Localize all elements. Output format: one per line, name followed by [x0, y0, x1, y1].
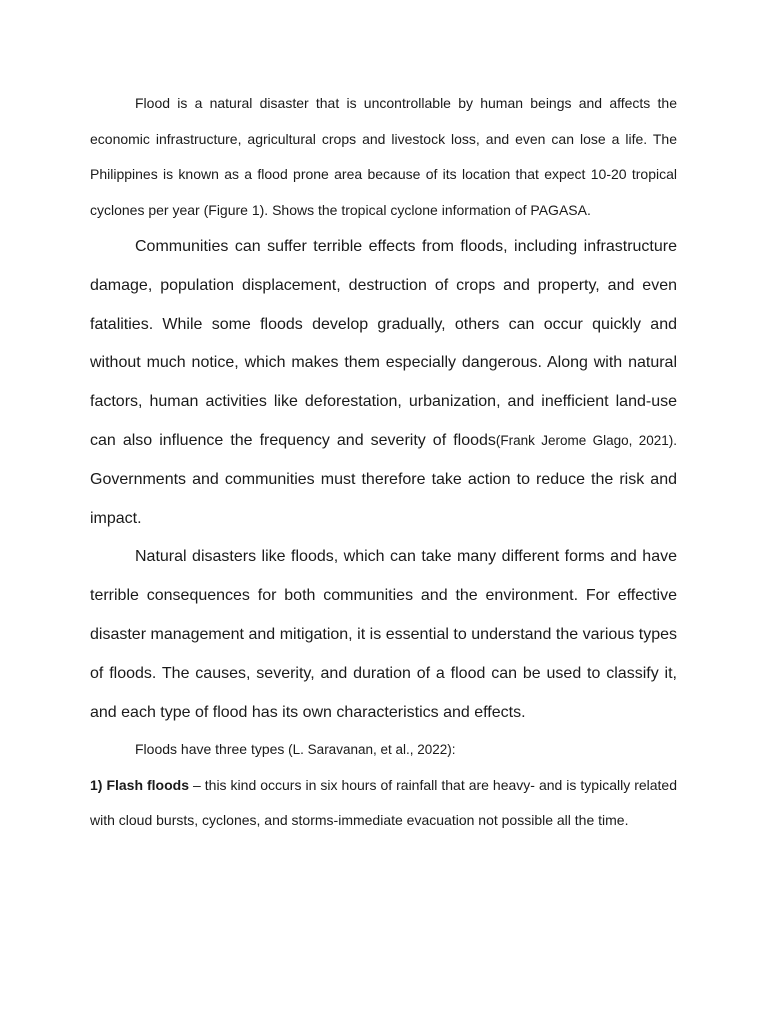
- flood-types-intro-text: Floods have three types: [135, 741, 285, 758]
- paragraph-flood-intro: Flood is a natural disaster that is uncontrollable by human beings and affects the economic infrastructure, agricultural crops and livestock loss, and even can lose a life. The Philippines is known as a flood prone area because of its location that expect 10-20 tropical cyclones per year (Figure 1). Shows the tropical cyclone information of PAGASA.: [90, 95, 677, 218]
- paragraph-flood-effects-text: Communities can suffer terrible effects from floods, including infrastructure damage, population displacement, destruction of crops and property, and even fatalities. While some floods develop gradually, others can occur quickly and without much notice, which makes them especially dangerous. Along with natural factors, human activities like deforestation, urbanization, and inefficient land-use can also influence the frequency and severity of floods: [90, 238, 677, 449]
- paragraph-flood-types-overview: Natural disasters like floods, which can take many different forms and have terrible consequences for both communities and the environment. For effective disaster management and mitigation, it is essential to understand the various types of floods. The causes, severity, and duration of a flood can be used to classify it, and each type of flood has its own characteristics and effects.: [90, 548, 677, 721]
- paragraph-flood-effects-tail: Governments and communities must therefore take action to reduce the risk and impact.: [90, 470, 677, 527]
- flood-types-intro: [90, 732, 677, 768]
- flash-floods-text: – this kind occurs in six hours of rainfall that are heavy- and is typically related with cloud bursts, cyclones, and storms-immediate evacuation not possible all the time.: [90, 776, 677, 829]
- list-item-flash-floods: [90, 768, 677, 839]
- paragraph-flood-effects: [90, 228, 677, 538]
- flash-floods-label: 1) Flash floods: [90, 776, 189, 793]
- document-page: [90, 86, 677, 839]
- citation-saravanan: (L. Saravanan, et al., 2022):: [284, 742, 456, 758]
- citation-glago: (Frank Jerome Glago, 2021).: [495, 432, 678, 448]
